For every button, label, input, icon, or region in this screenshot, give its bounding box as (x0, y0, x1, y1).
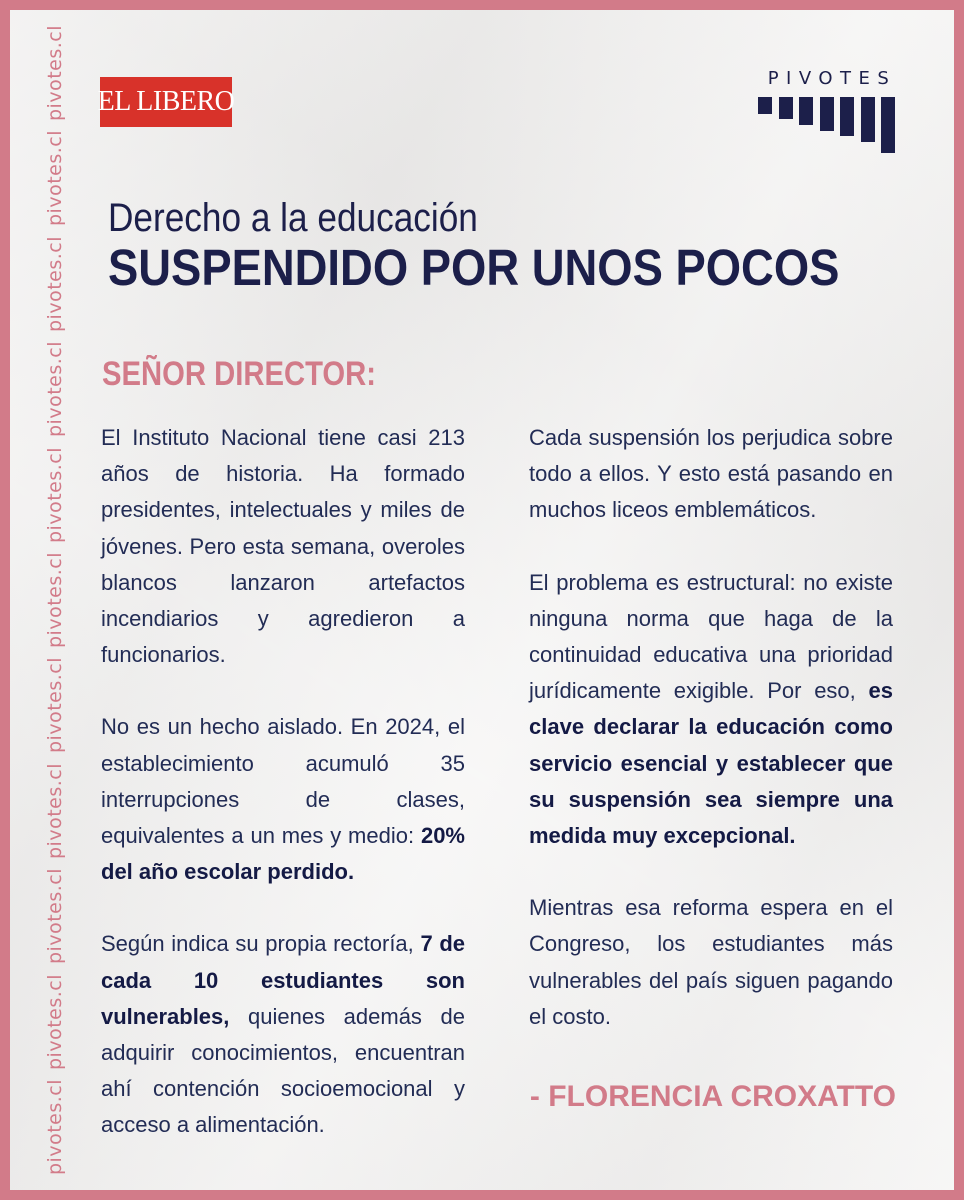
paragraph-emphasis: es clave declarar la educación como servicio esencial y establecer que su suspensión sea siempre una medida muy excepcional. (529, 678, 893, 849)
paragraph-text: El Instituto Nacional tiene casi 213 años de historia. Ha formado presidentes, intelectuales y miles de jóvenes. Pero esta semana, overoles blancos lanzaron artefactos incendiarios y agredieron a funcionarios. (101, 425, 465, 668)
paragraph-text: quienes además de adquirir conocimientos, encuentran ahí contención socioemocional y acceso a alimentación. (101, 1003, 465, 1138)
side-watermark-text: pivotes.cl (44, 657, 66, 754)
side-watermark-text: pivotes.cl (44, 868, 66, 965)
paragraph (529, 565, 893, 855)
right-column (529, 420, 893, 1071)
side-watermark-text: pivotes.cl (44, 235, 66, 332)
pivotes-logo-bar (881, 97, 895, 153)
paragraph (101, 926, 465, 1143)
signature: - FLORENCIA CROXATTO (529, 1080, 896, 1113)
paragraph (529, 420, 893, 529)
pivotes-logo-bar (820, 97, 834, 131)
side-watermark-text: pivotes.cl (44, 24, 66, 121)
side-watermark-text: pivotes.cl (44, 1079, 66, 1176)
paragraph-emphasis: 20% del año escolar perdido. (101, 823, 465, 885)
pivotes-logo-bars (758, 97, 902, 153)
paragraph (101, 709, 465, 890)
pivotes-logo-bar (758, 97, 772, 114)
salutation: SEÑOR DIRECTOR: (102, 355, 377, 393)
side-watermark-text: pivotes.cl (44, 762, 66, 859)
pivotes-logo-bar (799, 97, 813, 125)
el-libero-logo: EL LIBERO (100, 77, 232, 127)
paragraph (101, 420, 465, 673)
pivotes-logo-bar (840, 97, 854, 136)
headline-line-1: Derecho a la educación (108, 196, 478, 240)
pivotes-logo-text: PIVOTES (767, 68, 897, 89)
letter-card (10, 10, 954, 1190)
side-watermark-text: pivotes.cl (44, 551, 66, 648)
paragraph-emphasis: 7 de cada 10 estudiantes son vulnerables, (101, 931, 465, 1029)
left-column (101, 420, 465, 1180)
paragraph (529, 890, 893, 1035)
paragraph-text: Cada suspensión los perjudica sobre todo a ellos. Y esto está pasando en muchos liceos emblemáticos. (529, 425, 893, 523)
pivotes-logo-bar (861, 97, 875, 142)
side-watermark-text: pivotes.cl (44, 130, 66, 227)
paragraph-text: Según indica su propia rectoría, (101, 931, 421, 957)
paragraph-text: El problema es estructural: no existe ninguna norma que haga de la continuidad educativa una prioridad jurídicamente exigible. Por eso, (529, 569, 893, 704)
side-watermark-text: pivotes.cl (44, 446, 66, 543)
paragraph-text: No es un hecho aislado. En 2024, el establecimiento acumuló 35 interrupciones de clases, equivalentes a un mes y medio: (101, 714, 465, 849)
paragraph-text: Mientras esa reforma espera en el Congreso, los estudiantes más vulnerables del país siguen pagando el costo. (529, 895, 893, 1029)
side-watermark-strip (42, 10, 68, 1190)
pivotes-logo-bar (779, 97, 793, 119)
headline-line-2: SUSPENDIDO POR UNOS POCOS (108, 239, 840, 296)
pivotes-logo (758, 68, 902, 158)
side-watermark-text: pivotes.cl (44, 341, 66, 438)
side-watermark-text: pivotes.cl (44, 973, 66, 1070)
